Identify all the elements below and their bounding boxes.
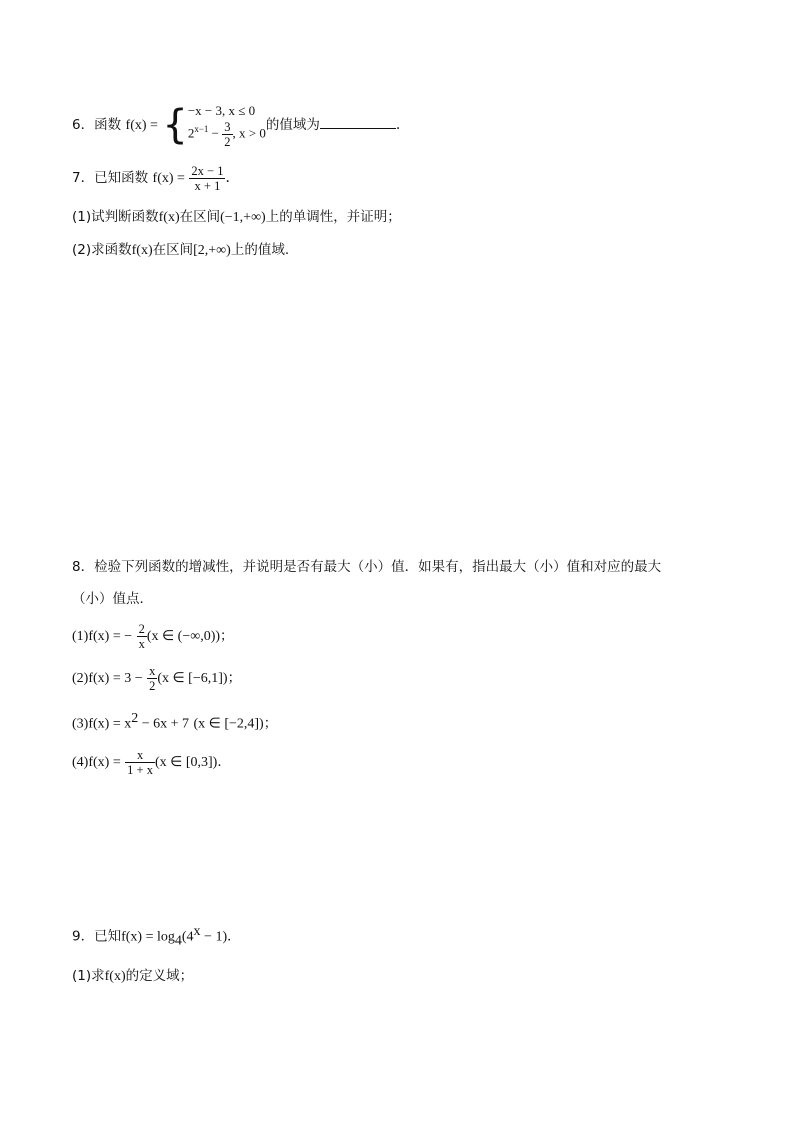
question-8-sub-4: (4)f(x) = $\frac{x}{1 + x}$ (x ∈ [0,3])． — [72, 747, 231, 777]
fraction: $\frac{2}{x}$ — [138, 621, 145, 651]
piecewise-brace: { — [162, 102, 188, 148]
fraction: $\frac{x}{1 + x}$ — [127, 747, 153, 777]
case-2: $2^{x-1}$ − $\frac{3}{2}$ , x > 0 — [187, 119, 266, 149]
question-6: 6．函数 f(x) = { −x − 3, x ≤ 0 $2^{x-1}$ − $\frac{3}{2}$ , x > 0 的值域为 . — [72, 102, 401, 149]
question-9-part-1: (1)求f(x)的定义域； — [72, 968, 194, 984]
question-8-sub-2: (2)f(x) = 3 − $\frac{x}{2}$ (x ∈ [−6,1])； — [72, 663, 242, 693]
fraction: $\frac{3}{2}$ — [224, 119, 231, 149]
case-1: −x − 3, x ≤ 0 — [187, 102, 256, 118]
question-number: 7． — [72, 170, 95, 186]
function-name: f(x) = — [125, 118, 158, 133]
question-8-sub-3: $(3)f(x) = x^2 - 6x + 7$ (x ∈ [−2,4])； — [72, 711, 278, 732]
fraction: $\frac{2x - 1}{x + 1}$ — [191, 163, 224, 193]
question-7: 7．已知函数 f(x) = $\frac{2x - 1}{x + 1}$ ． — [72, 163, 240, 193]
question-7-part-1: (1)试判断函数f(x)在区间(−1,+∞)上的单调性，并证明； — [72, 209, 401, 225]
question-9: 9．已知$f(x) = \log_4(4^x - 1)$． — [72, 924, 241, 949]
question-7-part-2: (2)求函数f(x)在区间[2,+∞)上的值域. — [72, 242, 290, 258]
piecewise-cases — [188, 102, 266, 149]
question-lead: 函数 — [94, 117, 122, 133]
question-8-sub-1: (1)f(x) = − $\frac{2}{x}$ (x ∈ (−∞,0))； — [72, 621, 234, 651]
function-name: f(x) = — [152, 171, 185, 186]
question-tail: 的值域为 — [265, 117, 320, 133]
answer-blank[interactable] — [320, 114, 396, 129]
question-lead: 已知函数 — [94, 170, 149, 186]
question-8-line-2: （小）值点． — [72, 591, 153, 607]
fraction: $\frac{x}{2}$ — [149, 663, 156, 693]
question-8-line-1: 8．检验下列函数的增减性，并说明是否有最大（小）值．如果有，指出最大（小）值和对应的最大 — [72, 559, 662, 575]
question-number: 6． — [72, 117, 95, 133]
